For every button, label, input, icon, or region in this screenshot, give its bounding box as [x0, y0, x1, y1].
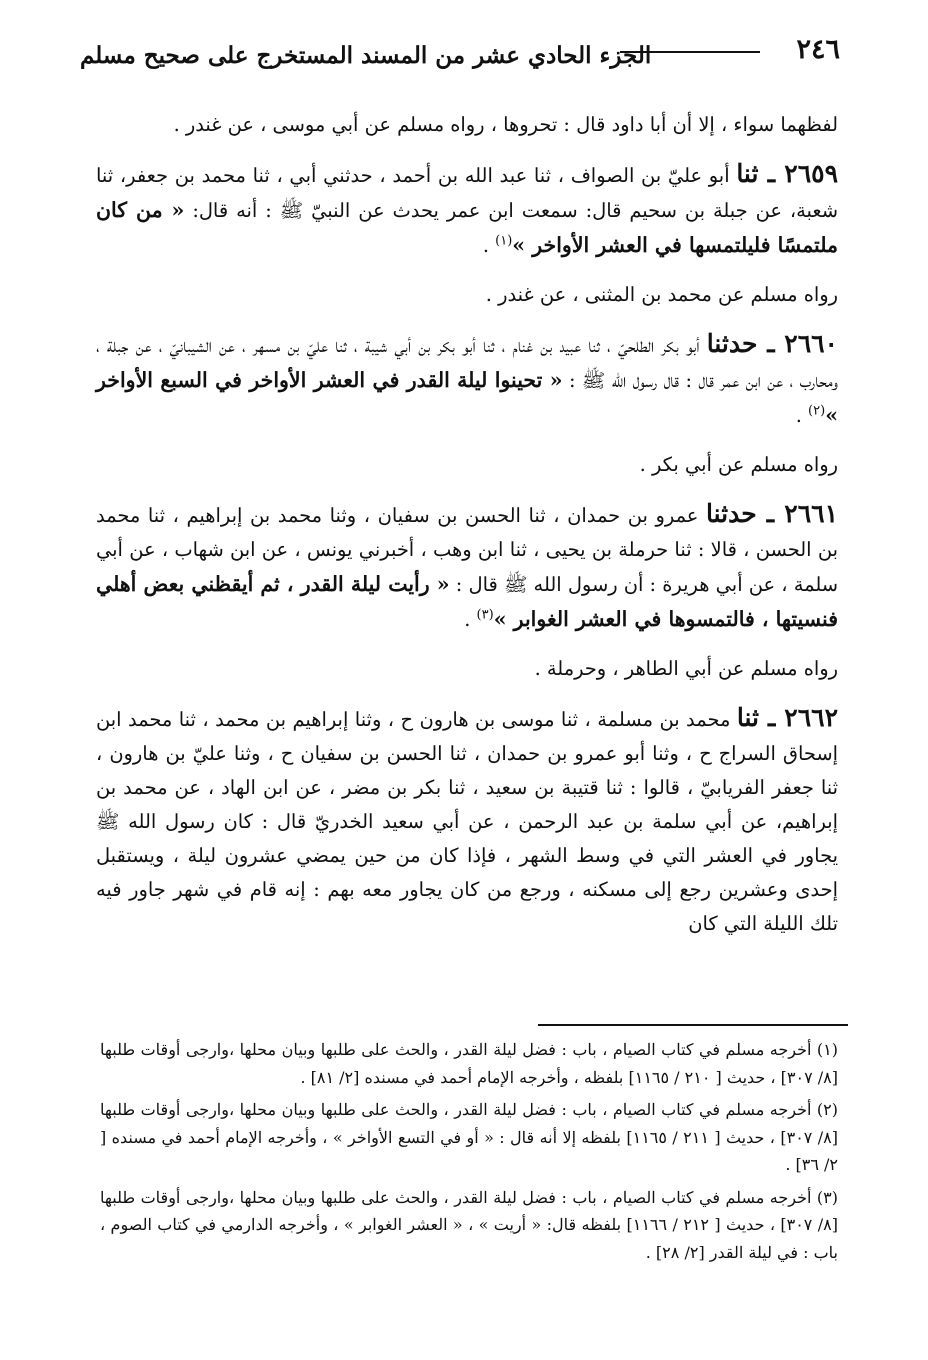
- footnote: (١) أخرجه مسلم في كتاب الصيام ، باب : فضل ليلة القدر ، والحث على طلبها وبيان محلها ،وارجى أوقات طلبها [٨/ ٣٠٧] ، حديث [ ٢١٠ / ١١٦٥] بلفظه ، وأخرجه الإمام أحمد في مسنده [٢/ ٨١] .: [100, 1040, 838, 1087]
- hadith-quote: « تحينوا ليلة القدر في العشر الأواخر في السبع الأواخر »: [96, 368, 838, 427]
- running-title: الجزء الحادي عشر من المسند المستخرج على صحيح مسلم: [80, 42, 652, 69]
- hadith-quote: « من كان ملتمسًا فليلتمسها في العشر الأواخر »: [96, 198, 838, 257]
- hadith-paragraph: ٢٦٦١ ـ حدثنا عمرو بن حمدان ، ثنا الحسن بن سفيان ، وثنا محمد بن إبراهيم ، ثنا محمد بن الحسن ، قالا : ثنا حرملة بن يحيى ، ثنا ابن وهب ، أخبرني يونس ، عن ابن شهاب ، عن أبي سلمة ، عن أبي هريرة : أن رسول الله ﷺ قال : « رأيت ليلة القدر ، ثم أيقظني بعض أهلي فنسيتها ، فالتمسوها في العشر الغوابر »$^{(٣)}$ .: [96, 499, 838, 631]
- footnote-mark: (٢): [808, 403, 826, 419]
- hadith-quote: « رأيت ليلة القدر ، ثم أيقظني بعض أهلي فنسيتها ، فالتمسوها في العشر الغوابر »: [96, 572, 838, 631]
- hadith-number: ٢٦٥٩ ـ ثنا: [736, 159, 838, 188]
- text-paragraph: رواه مسلم عن محمد بن المثنى ، عن غندر .: [485, 283, 838, 306]
- text-paragraph: رواه مسلم عن أبي الطاهر ، وحرملة .: [534, 657, 838, 680]
- footnote: (٣) أخرجه مسلم في كتاب الصيام ، باب : فضل ليلة القدر ، والحث على طلبها وبيان محلها ،وارجى أوقات طلبها [٨/ ٣٠٧] ، حديث [ ٢١٢ / ١١٦٦] بلفظه قال: « أريت » ، « العشر الغوابر » ، وأخرجه الدارمي في كتاب الصوم ، باب : في ليلة القدر [٢/ ٢٨] .: [100, 1187, 838, 1262]
- footnote: (٢) أخرجه مسلم في كتاب الصيام ، باب : فضل ليلة القدر ، والحث على طلبها وبيان محلها ،وارجى أوقات طلبها [٨/ ٣٠٧] ، حديث [ ٢١١ / ١١٦٥] بلفظه إلا أنه قال : « أو في التسع الأواخر » ، وأخرجه الإمام أحمد في مسنده [ ٢/ ٣٦] .: [100, 1100, 838, 1174]
- main-text: [96, 108, 838, 941]
- footnote-divider: [538, 1024, 848, 1026]
- hadith-number: ٢٦٦٠ ـ حدثنا: [706, 329, 838, 358]
- text-paragraph: رواه مسلم عن أبي بكر .: [639, 453, 838, 476]
- hadith-paragraph: ٢٦٦٠ ـ حدثنا أبو بكر الطلحيّ ، ثنا عبيد بن غنام ، ثنا أبو بكر بن أبي شيبة ، ثنا عليّ بن مسهر ، عن الشيبانيّ ، عن جبلة ، ومحارب ، عن ابن عمر قال : قال رسول الله ﷺ : « تحينوا ليلة القدر في العشر الأواخر في السبع الأواخر »$^{(٢)}$ .: [96, 329, 838, 427]
- text-paragraph: لفظهما سواء ، إلا أن أبا داود قال : تحروها ، رواه مسلم عن أبي موسى ، عن غندر .: [173, 113, 838, 136]
- hadith-number: ٢٦٦٢ ـ ثنا: [736, 703, 838, 732]
- hadith-paragraph: ٢٦٥٩ ـ ثنا أبو عليّ بن الصواف ، ثنا عبد الله بن أحمد ، حدثني أبي ، ثنا محمد بن جعفر، ثنا شعبة، عن جبلة بن سحيم قال: سمعت ابن عمر يحدث عن النبيّ ﷺ : أنه قال: « من كان ملتمسًا فليلتمسها في العشر الأواخر »$^{(١)}$ .: [96, 159, 838, 257]
- footnotes: [100, 1036, 838, 1271]
- hadith-number: ٢٦٦١ ـ حدثنا: [705, 499, 838, 528]
- footnote-mark: (٣): [476, 607, 494, 623]
- page-number: ٢٤٦: [796, 34, 840, 65]
- page-header: [80, 30, 840, 82]
- hadith-paragraph: ٢٦٦٢ ـ ثنا محمد بن مسلمة ، ثنا موسى بن هارون ح ، وثنا إبراهيم بن محمد ، ثنا محمد ابن إسحاق السراج ح ، وثنا أبو عمرو بن حمدان ، ثنا الحسن بن سفيان ح ، وثنا عليّ بن هارون ، ثنا جعفر الفريابيّ ، قالوا : ثنا قتيبة بن سعيد ، ثنا بكر بن مضر ، عن ابن الهاد ، عن محمد بن إبراهيم، عن أبي سلمة بن عبد الرحمن ، عن أبي سعيد الخدريّ قال : كان رسول الله ﷺ يجاور في العشر التي في وسط الشهر ، فإذا كان من حين يمضي عشرون ليلة ، ويستقبل إحدى وعشرين رجع إلى مسكنه ، ورجع من كان يجاور معه بهم : إنه قام في شهر جاور فيه تلك الليلة التي كان: [96, 703, 838, 935]
- footnote-mark: (١): [495, 233, 513, 249]
